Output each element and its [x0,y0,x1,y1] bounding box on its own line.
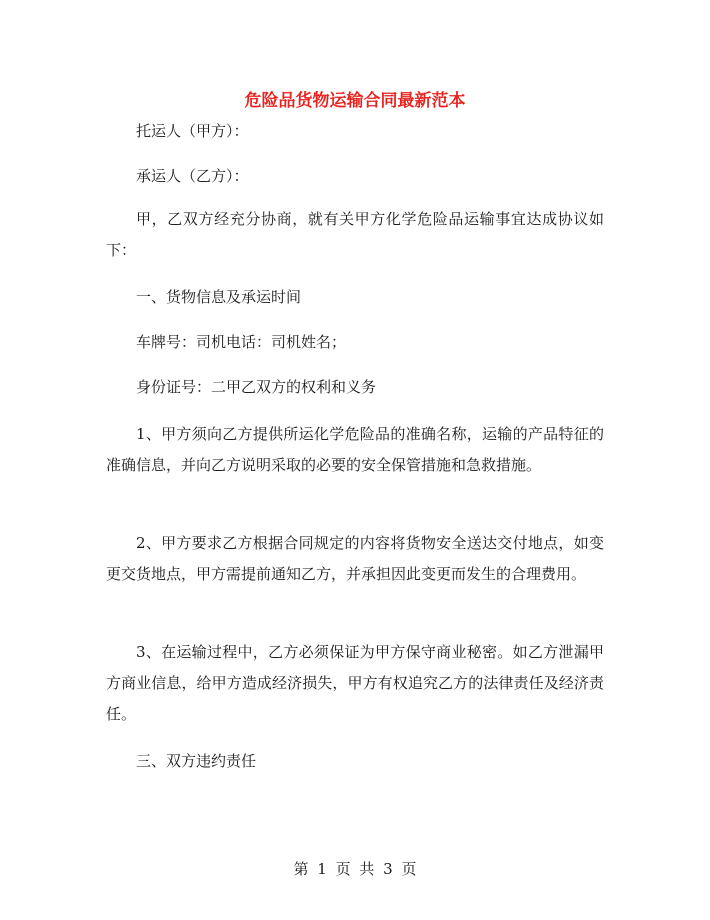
document-title: 危险品货物运输合同最新范本 [244,91,466,111]
paragraph-vehicle-info: 车牌号：司机电话：司机姓名； [136,333,347,351]
paragraph-clause-2: 2、甲方要求乙方根据合同规定的内容将货物安全送达交付地点，如变更交货地点，甲方需提前通知乙方，并承担因此变更而发生的合理费用。 [106,534,604,583]
paragraph-clause-3: 3、在运输过程中，乙方必须保证为甲方保守商业秘密。如乙方泄漏甲方商业信息，给甲方造成经济损失，甲方有权追究乙方的法律责任及经济责任。 [106,643,604,723]
paragraph-id-number: 身份证号：二甲乙双方的权利和义务 [136,378,377,396]
paragraph-carrier: 承运人（乙方）： [136,167,249,185]
section-heading-cargo-info: 一、货物信息及承运时间 [136,288,302,306]
page-number-footer: 第 1 页 共 3 页 [293,860,417,878]
paragraph-clause-1: 1、甲方须向乙方提供所运化学危险品的准确名称，运输的产品特征的准确信息，并向乙方说明采取的必要的安全保管措施和急救措施。 [106,425,604,474]
paragraph-shipper: 托运人（甲方）： [136,122,249,140]
paragraph-agreement-intro: 甲，乙双方经充分协商，就有关甲方化学危险品运输事宜达成协议如下： [106,210,604,259]
section-heading-breach: 三、双方违约责任 [136,752,257,770]
